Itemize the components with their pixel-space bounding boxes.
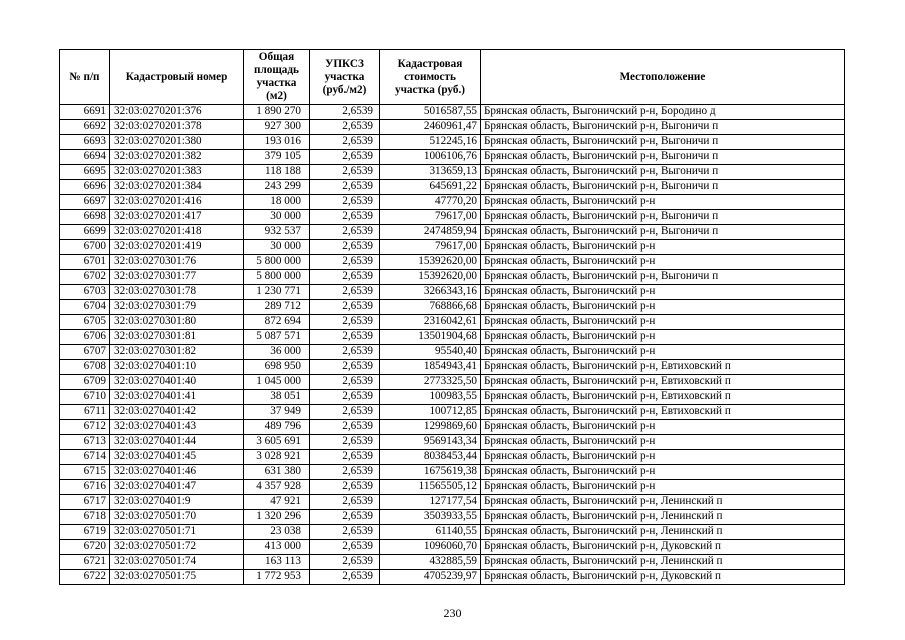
cost-value: 432885,59 [380, 555, 481, 570]
upksz-value: 2,6539 [310, 405, 380, 420]
upksz-value: 2,6539 [310, 420, 380, 435]
location-value: Брянская область, Выгоничский р-н, Выгоничи п [481, 210, 845, 225]
cost-value: 127177,54 [380, 495, 481, 510]
table-row [60, 570, 845, 585]
cadastral-number: 32:03:0270401:45 [110, 450, 244, 465]
row-number: 6691 [60, 105, 110, 120]
location-value: Брянская область, Выгоничский р-н, Выгоничи п [481, 120, 845, 135]
area-value: 3 605 691 [244, 435, 310, 450]
cadastral-number: 32:03:0270301:78 [110, 285, 244, 300]
cadastral-number: 32:03:0270501:74 [110, 555, 244, 570]
row-number: 6711 [60, 405, 110, 420]
cost-value: 3503933,55 [380, 510, 481, 525]
row-number: 6707 [60, 345, 110, 360]
upksz-value: 2,6539 [310, 255, 380, 270]
upksz-value: 2,6539 [310, 150, 380, 165]
cadastral-number: 32:03:0270301:77 [110, 270, 244, 285]
cost-value: 1854943,41 [380, 360, 481, 375]
row-number: 6693 [60, 135, 110, 150]
cost-value: 8038453,44 [380, 450, 481, 465]
cost-value: 100983,55 [380, 390, 481, 405]
area-value: 413 000 [244, 540, 310, 555]
area-value: 927 300 [244, 120, 310, 135]
area-value: 1 772 953 [244, 570, 310, 585]
table-row [60, 135, 845, 150]
location-value: Брянская область, Выгоничский р-н, Выгоничи п [481, 165, 845, 180]
row-number: 6702 [60, 270, 110, 285]
area-value: 193 016 [244, 135, 310, 150]
location-value: Брянская область, Выгоничский р-н, Выгоничи п [481, 225, 845, 240]
upksz-value: 2,6539 [310, 225, 380, 240]
location-value: Брянская область, Выгоничский р-н [481, 345, 845, 360]
header-num: № п/п [60, 50, 110, 105]
cost-value: 5016587,55 [380, 105, 481, 120]
cost-value: 2773325,50 [380, 375, 481, 390]
row-number: 6718 [60, 510, 110, 525]
upksz-value: 2,6539 [310, 120, 380, 135]
area-value: 489 796 [244, 420, 310, 435]
table-row [60, 510, 845, 525]
upksz-value: 2,6539 [310, 105, 380, 120]
row-number: 6705 [60, 315, 110, 330]
area-value: 379 105 [244, 150, 310, 165]
area-value: 932 537 [244, 225, 310, 240]
location-value: Брянская область, Выгоничский р-н, Выгоничи п [481, 135, 845, 150]
table-row [60, 180, 845, 195]
cadastral-number: 32:03:0270201:376 [110, 105, 244, 120]
upksz-value: 2,6539 [310, 285, 380, 300]
cadastral-number: 32:03:0270501:75 [110, 570, 244, 585]
location-value: Брянская область, Выгоничский р-н, Евтиховский п [481, 405, 845, 420]
cost-value: 61140,55 [380, 525, 481, 540]
cadastral-number: 32:03:0270401:10 [110, 360, 244, 375]
cadastral-number: 32:03:0270401:46 [110, 465, 244, 480]
area-value: 30 000 [244, 210, 310, 225]
cadastral-number: 32:03:0270201:384 [110, 180, 244, 195]
cost-value: 2316042,61 [380, 315, 481, 330]
row-number: 6722 [60, 570, 110, 585]
location-value: Брянская область, Выгоничский р-н [481, 450, 845, 465]
location-value: Брянская область, Выгоничский р-н, Евтиховский п [481, 375, 845, 390]
location-value: Брянская область, Выгоничский р-н, Выгоничи п [481, 150, 845, 165]
cost-value: 1675619,38 [380, 465, 481, 480]
cadastral-number: 32:03:0270501:72 [110, 540, 244, 555]
upksz-value: 2,6539 [310, 390, 380, 405]
upksz-value: 2,6539 [310, 450, 380, 465]
upksz-value: 2,6539 [310, 270, 380, 285]
cadastral-number: 32:03:0270401:43 [110, 420, 244, 435]
row-number: 6721 [60, 555, 110, 570]
area-value: 5 800 000 [244, 270, 310, 285]
row-number: 6715 [60, 465, 110, 480]
area-value: 872 694 [244, 315, 310, 330]
row-number: 6697 [60, 195, 110, 210]
location-value: Брянская область, Выгоничский р-н [481, 435, 845, 450]
row-number: 6720 [60, 540, 110, 555]
location-value: Брянская область, Выгоничский р-н [481, 240, 845, 255]
upksz-value: 2,6539 [310, 570, 380, 585]
location-value: Брянская область, Выгоничский р-н, Дуковский п [481, 540, 845, 555]
table-row [60, 285, 845, 300]
row-number: 6709 [60, 375, 110, 390]
cost-value: 13501904,68 [380, 330, 481, 345]
location-value: Брянская область, Выгоничский р-н, Ленинский п [481, 555, 845, 570]
location-value: Брянская область, Выгоничский р-н [481, 315, 845, 330]
cadastral-number: 32:03:0270201:382 [110, 150, 244, 165]
location-value: Брянская область, Выгоничский р-н [481, 480, 845, 495]
upksz-value: 2,6539 [310, 495, 380, 510]
cost-value: 645691,22 [380, 180, 481, 195]
area-value: 23 038 [244, 525, 310, 540]
cost-value: 313659,13 [380, 165, 481, 180]
header-location: Местоположение [481, 50, 845, 105]
table-row [60, 120, 845, 135]
upksz-value: 2,6539 [310, 165, 380, 180]
upksz-value: 2,6539 [310, 240, 380, 255]
table-row [60, 345, 845, 360]
cost-value: 2474859,94 [380, 225, 481, 240]
area-value: 5 800 000 [244, 255, 310, 270]
row-number: 6698 [60, 210, 110, 225]
cadastral-number: 32:03:0270201:418 [110, 225, 244, 240]
table-row [60, 480, 845, 495]
cadastral-number: 32:03:0270401:40 [110, 375, 244, 390]
cadastral-table [59, 49, 845, 585]
cadastral-number: 32:03:0270401:47 [110, 480, 244, 495]
location-value: Брянская область, Выгоничский р-н, Евтиховский п [481, 390, 845, 405]
table-body [60, 105, 845, 585]
cost-value: 3266343,16 [380, 285, 481, 300]
table-row [60, 330, 845, 345]
cadastral-number: 32:03:0270201:383 [110, 165, 244, 180]
table-header-row [60, 50, 845, 105]
cost-value: 79617,00 [380, 210, 481, 225]
table-row [60, 375, 845, 390]
row-number: 6699 [60, 225, 110, 240]
area-value: 1 320 296 [244, 510, 310, 525]
cost-value: 2460961,47 [380, 120, 481, 135]
location-value: Брянская область, Выгоничский р-н [481, 420, 845, 435]
table-row [60, 210, 845, 225]
cost-value: 9569143,34 [380, 435, 481, 450]
row-number: 6706 [60, 330, 110, 345]
upksz-value: 2,6539 [310, 555, 380, 570]
cadastral-number: 32:03:0270301:76 [110, 255, 244, 270]
area-value: 1 230 771 [244, 285, 310, 300]
location-value: Брянская область, Выгоничский р-н [481, 330, 845, 345]
page-number: 230 [443, 606, 462, 620]
location-value: Брянская область, Выгоничский р-н, Евтиховский п [481, 360, 845, 375]
area-value: 289 712 [244, 300, 310, 315]
upksz-value: 2,6539 [310, 210, 380, 225]
cadastral-number: 32:03:0270301:82 [110, 345, 244, 360]
location-value: Брянская область, Выгоничский р-н [481, 285, 845, 300]
cost-value: 100712,85 [380, 405, 481, 420]
table-row [60, 225, 845, 240]
row-number: 6716 [60, 480, 110, 495]
cost-value: 1299869,60 [380, 420, 481, 435]
table-row [60, 270, 845, 285]
row-number: 6712 [60, 420, 110, 435]
area-value: 1 890 270 [244, 105, 310, 120]
cadastral-number: 32:03:0270501:70 [110, 510, 244, 525]
row-number: 6701 [60, 255, 110, 270]
upksz-value: 2,6539 [310, 345, 380, 360]
row-number: 6695 [60, 165, 110, 180]
cost-value: 768866,68 [380, 300, 481, 315]
location-value: Брянская область, Выгоничский р-н, Ленинский п [481, 510, 845, 525]
row-number: 6692 [60, 120, 110, 135]
cost-value: 1006106,76 [380, 150, 481, 165]
cost-value: 79617,00 [380, 240, 481, 255]
cost-value: 11565505,12 [380, 480, 481, 495]
location-value: Брянская область, Выгоничский р-н, Выгоничи п [481, 270, 845, 285]
location-value: Брянская область, Выгоничский р-н, Бородино д [481, 105, 845, 120]
upksz-value: 2,6539 [310, 480, 380, 495]
cost-value: 47770,20 [380, 195, 481, 210]
row-number: 6708 [60, 360, 110, 375]
table-row [60, 525, 845, 540]
row-number: 6713 [60, 435, 110, 450]
table-row [60, 405, 845, 420]
cadastral-number: 32:03:0270401:41 [110, 390, 244, 405]
header-upksz: УПКСЗ участка (руб./м2) [310, 50, 380, 105]
row-number: 6710 [60, 390, 110, 405]
location-value: Брянская область, Выгоничский р-н [481, 300, 845, 315]
header-cadastral-number: Кадастровый номер [110, 50, 244, 105]
upksz-value: 2,6539 [310, 330, 380, 345]
area-value: 1 045 000 [244, 375, 310, 390]
location-value: Брянская область, Выгоничский р-н, Ленинский п [481, 525, 845, 540]
location-value: Брянская область, Выгоничский р-н, Дуковский п [481, 570, 845, 585]
area-value: 243 299 [244, 180, 310, 195]
upksz-value: 2,6539 [310, 465, 380, 480]
upksz-value: 2,6539 [310, 135, 380, 150]
upksz-value: 2,6539 [310, 435, 380, 450]
area-value: 30 000 [244, 240, 310, 255]
cadastral-number: 32:03:0270201:419 [110, 240, 244, 255]
cadastral-number: 32:03:0270301:80 [110, 315, 244, 330]
cadastral-number: 32:03:0270301:81 [110, 330, 244, 345]
cadastral-number: 32:03:0270201:416 [110, 195, 244, 210]
area-value: 698 950 [244, 360, 310, 375]
table-row [60, 450, 845, 465]
area-value: 38 051 [244, 390, 310, 405]
row-number: 6700 [60, 240, 110, 255]
location-value: Брянская область, Выгоничский р-н [481, 465, 845, 480]
area-value: 37 949 [244, 405, 310, 420]
table-row [60, 555, 845, 570]
cost-value: 15392620,00 [380, 270, 481, 285]
cadastral-number: 32:03:0270301:79 [110, 300, 244, 315]
row-number: 6719 [60, 525, 110, 540]
upksz-value: 2,6539 [310, 315, 380, 330]
upksz-value: 2,6539 [310, 510, 380, 525]
area-value: 5 087 571 [244, 330, 310, 345]
cost-value: 1096060,70 [380, 540, 481, 555]
table-row [60, 390, 845, 405]
area-value: 47 921 [244, 495, 310, 510]
cost-value: 95540,40 [380, 345, 481, 360]
upksz-value: 2,6539 [310, 300, 380, 315]
area-value: 18 000 [244, 195, 310, 210]
table-row [60, 465, 845, 480]
area-value: 36 000 [244, 345, 310, 360]
cadastral-number: 32:03:0270401:9 [110, 495, 244, 510]
upksz-value: 2,6539 [310, 540, 380, 555]
upksz-value: 2,6539 [310, 360, 380, 375]
table-row [60, 240, 845, 255]
cadastral-number: 32:03:0270201:417 [110, 210, 244, 225]
location-value: Брянская область, Выгоничский р-н [481, 255, 845, 270]
row-number: 6694 [60, 150, 110, 165]
table-row [60, 300, 845, 315]
cost-value: 4705239,97 [380, 570, 481, 585]
table-row [60, 165, 845, 180]
table-row [60, 360, 845, 375]
location-value: Брянская область, Выгоничский р-н, Ленинский п [481, 495, 845, 510]
row-number: 6704 [60, 300, 110, 315]
table-row [60, 255, 845, 270]
table-row [60, 195, 845, 210]
row-number: 6714 [60, 450, 110, 465]
upksz-value: 2,6539 [310, 195, 380, 210]
cost-value: 512245,16 [380, 135, 481, 150]
cadastral-number: 32:03:0270401:44 [110, 435, 244, 450]
cadastral-number: 32:03:0270501:71 [110, 525, 244, 540]
table-row [60, 435, 845, 450]
table-row [60, 495, 845, 510]
cadastral-number: 32:03:0270201:378 [110, 120, 244, 135]
upksz-value: 2,6539 [310, 180, 380, 195]
cadastral-number: 32:03:0270401:42 [110, 405, 244, 420]
table-row [60, 105, 845, 120]
upksz-value: 2,6539 [310, 525, 380, 540]
row-number: 6696 [60, 180, 110, 195]
area-value: 163 113 [244, 555, 310, 570]
area-value: 631 380 [244, 465, 310, 480]
header-area: Общая площадь участка (м2) [244, 50, 310, 105]
location-value: Брянская область, Выгоничский р-н [481, 195, 845, 210]
area-value: 118 188 [244, 165, 310, 180]
table-row [60, 540, 845, 555]
area-value: 3 028 921 [244, 450, 310, 465]
upksz-value: 2,6539 [310, 375, 380, 390]
table-row [60, 315, 845, 330]
location-value: Брянская область, Выгоничский р-н, Выгоничи п [481, 180, 845, 195]
cost-value: 15392620,00 [380, 255, 481, 270]
cadastral-number: 32:03:0270201:380 [110, 135, 244, 150]
area-value: 4 357 928 [244, 480, 310, 495]
header-cost: Кадастровая стоимость участка (руб.) [380, 50, 481, 105]
table-row [60, 150, 845, 165]
row-number: 6717 [60, 495, 110, 510]
table-row [60, 420, 845, 435]
row-number: 6703 [60, 285, 110, 300]
